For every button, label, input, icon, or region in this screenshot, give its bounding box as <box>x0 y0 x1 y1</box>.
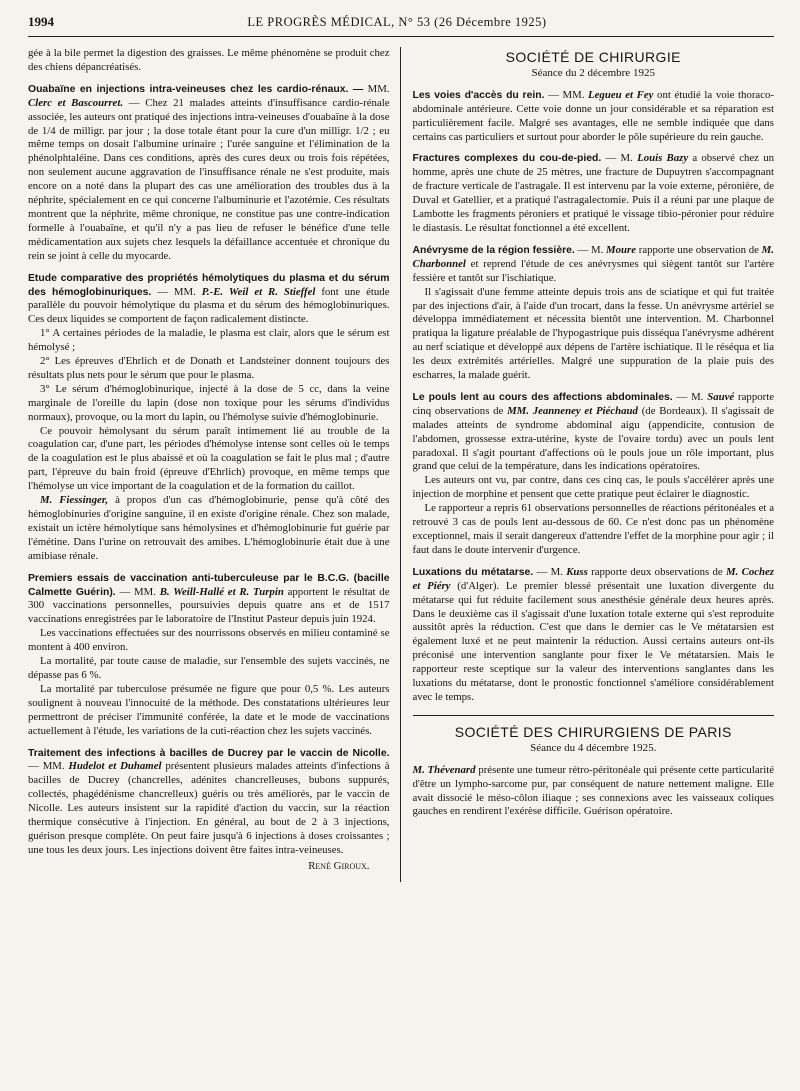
article-paragraph: Les vaccinations effectuées sur des nourrissons observés en milieu contaminé se montent à 400 environ. <box>28 627 390 654</box>
author-prefix: — M. <box>605 152 633 165</box>
two-column-body <box>28 47 774 882</box>
article-luxations <box>413 566 775 705</box>
article-body: font une étude parallèle du pouvoir hémolytique du plasma et du sérum des hémoglobinuriques. Ces deux liquides se comportent de façon radicalement distincte. <box>28 285 390 326</box>
page-number: 1994 <box>28 14 54 29</box>
article-body: rapporte deux observations de <box>591 565 723 578</box>
article-body: apportent le résultat de 300 vaccinations personnelles, poursuivies depuis quatre ans et de 1517 vaccinations enregistrées par le laboratoire de l'Institut Pasteur depuis juin 1924. <box>28 585 390 626</box>
running-head <box>28 14 774 37</box>
author-prefix: MM. <box>367 82 390 95</box>
article-authors: Louis Bazy <box>637 152 689 165</box>
left-column <box>28 47 400 882</box>
article-title: Anévrysme de la région fessière. <box>412 244 575 256</box>
session-date: Séance du 2 décembre 1925 <box>531 66 655 79</box>
author-prefix: — M. <box>577 243 604 256</box>
signature: René Giroux. <box>308 859 370 872</box>
article-hemolytic <box>28 272 390 564</box>
article-title: Ouabaïne en injections intra-veineuses chez les cardio-rénaux. — <box>28 83 364 95</box>
article-title: Les voies d'accès du rein. <box>412 89 545 101</box>
article-authors-secondary: M. Cochez et Piéry <box>412 565 775 592</box>
article-paragraph: Il s'agissait d'une femme atteinte depuis trois ans de sciatique et qui fut traitée par des injections d'air, à l'aide d'un trocart, dans la fesse. Un anévrysme artériel se développa immédiatement et nécessita bientôt une intervention. M. Charbonnel pratiqua la ligature préalable de l'hypogastrique puis disséqua l'anévrysme adhérent au nerf sciatique et développé aux dépens de l'artère ischiatique. Il le réséqua et lia les deux extrémités artérielles. Malgré une suppuration de la plaie puis des escharres, la malade guérit. <box>412 285 774 382</box>
article-thevenard <box>413 764 775 820</box>
article-ouabaine <box>28 83 390 264</box>
article-title: Fractures complexes du cou-de-pied. <box>412 153 602 165</box>
article-fractures <box>413 152 775 235</box>
session-date: Séance du 4 décembre 1925. <box>530 741 657 754</box>
article-authors: Hudelot et Duhamel <box>68 760 162 773</box>
article-title: Traitement des infections à bacilles de Ducrey par le vaccin de Nicolle. <box>28 747 390 759</box>
article-paragraph: La mortalité par tuberculose présumée ne figure que pour 0,5 %. Les auteurs soulignent à nouveau l'innocuité de la méthode. Des constatations ultérieures leur permettront de préciser l'immunité conférée, la date et le mode de vaccinations actuellement à l'étude, les variations de la cuti-réaction chez les sujets vaccinés. <box>28 682 390 737</box>
intro-text: gée à la bile permet la digestion des graisses. Le même phénomène se produit chez des chiens dépancréatisés. <box>28 47 390 73</box>
article-body: et reprend l'étude de ces anévrysmes qui siègent tantôt sur l'artère fessière et tantôt sur l'ischiatique. <box>412 257 774 284</box>
article-body: rapporte cinq observations de <box>412 390 775 417</box>
article-authors: M. Thévenard <box>412 763 476 776</box>
author-prefix: — MM. <box>119 585 156 598</box>
article-body: à propos d'un cas d'hémoglobinurie, pense qu'à côté des hémoglobinuries d'origine sanguine, il en existe d'origine rénale. Chez son malade, existait un ictère hémolytique sans hémolysines et d'hémoglobinurie fut guérie par l'émétine. Dans l'urine on retrouvait des amibes. L'hémoglobinurie était due à une amibiase rénale. <box>28 494 390 562</box>
article-bcg <box>28 572 390 739</box>
article-body: présente une tumeur rétro-péritonéale qui présente cette particularité d'être un lympho-sarcome pur, par conséquent de nature nettement maligne. Elle avait dissocié le méso-côlon iliaque ; ses connexions avec les vaisseaux coliques gauches en rendirent l'exérèse difficile. Guérison opératoire. <box>412 763 774 818</box>
article-paragraph: 3° Le sérum d'hémoglobinurique, injecté à la dose de 5 cc, dans la veine marginale de l'oreille du lapin (dose non toxique pour les sérums d'individus normaux), provoque, ou la mort du lapin, ou l'hémolyse suivie d'hémoglobinurie. <box>28 382 390 423</box>
article-authors: Kuss <box>566 565 588 578</box>
article-authors-secondary: MM. Jeanneney et Piéchaud <box>507 404 638 417</box>
intro-paragraph <box>28 47 390 75</box>
article-body: — Chez 21 malades atteints d'insuffisance cardio-rénale associée, les auteurs ont pratiqué des injections intra-veineuses d'ouabaïne à la dose de 1/4 de milligr. par jour ; la dose totale étant pour la cure d'un milligr. 1/2 ; eu même temps on dosait l'albumine urinaire ; l'urée sanguine et l'élimination de la phénolphtaléine. Dans ces conditions, après des cures deux ou trois fois répétées, non seulement aucune aggravation de l'insuffisance rénale ne s'est produite, mais encore on a noté dans la plupart des cas une amélioration des troubles dus à la néphrite, spécialement en ce qui concerne l'albuminurie et l'azotémie. Ces résultats montrent que la néphrite, même chronique, ne constitue pas une contre-indication formelle à l'ouabaïne, et qu'il n'y a pas lieu de refuser le bénéfice d'une telle médicamentation aux sujets chez lesquels la défaillance accentuée et chronique du rein se joint à celle du myocarde. <box>28 96 390 262</box>
author-prefix: — M. <box>536 565 563 578</box>
article-body: (de Bordeaux). Il s'agissait de malades atteints de syndrome abdominal aigu (appendicite, contusion de l'abdomen, grossesse extra-utérine, kyste de l'ovaire tordu) avec un pouls lent paradoxal. Il s'agit pourtant d'affections où le pouls joue un rôle important, plus grand que celui de la température, dans les indications opératoires. <box>412 404 775 473</box>
article-pouls <box>413 391 775 558</box>
article-authors: M. Fiessinger, <box>40 494 109 507</box>
journal-title: LE PROGRÈS MÉDICAL, N° 53 (26 Décembre 1925) <box>247 15 547 29</box>
article-paragraph: La mortalité, par toute cause de maladie, sur l'ensemble des sujets vaccinés, ne dépasse pas 6 %. <box>28 655 390 681</box>
article-authors: Moure <box>606 243 637 256</box>
article-paragraph: Ce pouvoir hémolysant du sérum paraît intimement lié au trouble de la coagulation car, d'une part, les périodes d'hémolyse intense sont celles où le temps de la coagulation est le plus abaissé et où la coagulation se fait le plus mal ; d'autre part, l'épreuve du bain froid (épreuve d'Ehrlich) provoque, en même temps que l'hémolyse un vice important de la coagulation et de la formation du caillot. <box>28 424 390 493</box>
society-heading: SOCIÉTÉ DES CHIRURGIENS DE PARIS <box>454 723 732 740</box>
article-paragraph: Les auteurs ont vu, par contre, dans ces cinq cas, le pouls s'accélérer après une injection de morphine et pensent que cette pratique peut éclairer le diagnostic. <box>412 474 774 501</box>
article-title: Luxations du métatarse. <box>412 566 534 578</box>
article-body: a observé chez un homme, après une chute de 25 mètres, une fracture de Dupuytren s'accompagnant de fracture verticale de l'astragale. Il est intervenu par la voie externe, péronière, de Duval et Gatellier, et a pratiqué l'astragalectomie. Puis il a réuni par une plaque de Lambotte les fragments péroniers et pratiqué le vissage tibio-péronier pour réduire le diastasis. Le résultat fonctionnel a été excellent. <box>412 152 774 234</box>
article-authors-secondary: M. Charbonnel <box>412 243 774 270</box>
article-body: (d'Alger). Le premier blessé présentait une luxation divergente du métatarse qui fut réduite facilement sous anesthésie générale deux heures après. Dans le deuxième cas il s'agissait d'une luxation totale externe qui s'est reproduite aussitôt après la réduction. C'est que dans le dernier cas le Ve métatarsien est également luxé et ne peut maintenir la réduction. Aussi certains auteurs ont-ils préconisé une intervention sanglante pour fixer le Ve métatarsien. Mais le rapporteur reste sceptique sur la valeur des interventions sanglantes dans les luxations du métatarse, dont le pronostic fonctionnel s'améliore considérablement avec le temps. <box>412 579 775 703</box>
author-prefix: — M. <box>676 390 704 403</box>
article-authors: Clerc et Bascourret. <box>28 96 124 109</box>
article-paragraph: Le rapporteur a repris 61 observations personnelles de réactions péritonéales et a retrouvé 3 cas de pouls lent au-dessous de 60. Ce n'est donc pas un phénomène exceptionnel, mais il serait dangereux d'attendre l'effet de la morphine pour agir ; il faut dans le doute intervenir d'urgence. <box>412 502 774 556</box>
article-anevrysme <box>413 244 775 383</box>
article-authors: P.-E. Weil et R. Stieffel <box>201 285 316 298</box>
article-paragraph: 1° A certaines périodes de la maladie, le plasma est clair, alors que le sérum est hémolysé ; <box>28 327 390 354</box>
article-body: ont étudié la voie thoraco-abdominale antérieure. Cette voie donne un jour considérable et sa réparation est particulièrement facile. Malgré ses avantages, elle ne semble indiquée que dans certains cas particuliers et surtout pour aborder le pôle supérieure du rein gauche. <box>412 88 775 143</box>
article-title: Etude comparative des propriétés hémolytiques du plasma et du sérum des hémoglobinuriques. <box>28 272 390 298</box>
article-title: Le pouls lent au cours des affections abdominales. <box>412 391 673 403</box>
article-body: rapporte une observation de <box>638 243 759 256</box>
article-authors: Legueu et Fey <box>588 88 654 101</box>
author-prefix: — MM. <box>548 88 585 101</box>
author-prefix: — MM. <box>157 285 196 298</box>
article-authors: Sauvé <box>707 390 735 403</box>
article-rein <box>413 89 775 145</box>
section-divider <box>413 715 775 716</box>
author-prefix: — MM. <box>28 760 65 773</box>
society-heading: SOCIÉTÉ DE CHIRURGIE <box>505 49 681 65</box>
right-column <box>400 47 775 882</box>
article-title: Premiers essais de vaccination anti-tuberculeuse par le B.C.G. (bacille Calmette Guérin). <box>28 572 390 598</box>
article-ducrey <box>28 747 390 874</box>
article-body: présentent plusieurs malades atteints d'infections à bacilles de Ducrey (chancrelles, adénites chancrelleuses, bubons suppurés, collectés, phagédénisme chancrelleux) guéris ou très améliorés, par le vaccin de Nicolle. Les auteurs insistent sur la rapidité d'action du vaccin, sur la réaction thermique consécutive à l'injection. En général, au bout de 2 à 3 injections, guérison presque complète. On peut faire jusqu'à 6 injections à doses croissantes ; une tous les deux jours. Les injections doivent être faites intra-veineuses. <box>28 760 390 856</box>
article-paragraph: 2° Les épreuves d'Ehrlich et de Donath et Landsteiner donnent toujours des résultats plus nets pour le sérum que pour le plasma. <box>28 355 390 381</box>
article-authors: B. Weill-Hallé et R. Turpin <box>159 585 284 598</box>
